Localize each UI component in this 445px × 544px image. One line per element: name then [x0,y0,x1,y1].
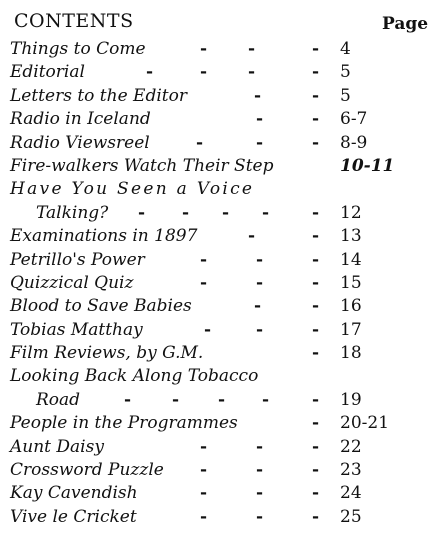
page-column-label: Page [382,14,429,34]
contents-title: CONTENTS [14,10,134,32]
contents-row: Blood to Save Babies - - 16 [10,296,362,317]
entry-title: Road [36,389,81,410]
entry-page: 14 [340,249,362,270]
contents-row: Petrillo's Power - - - 14 [10,249,362,270]
contents-row: Things to Come - - - 4 [10,39,351,59]
entry-title: Things to Come [10,39,146,59]
entry-title: Film Reviews, by G.M. [10,343,204,364]
entry-page: 19 [340,389,362,410]
contents-row: Radio in Iceland - - 6-7 [10,109,368,130]
contents-row: Film Reviews, by G.M. - 18 [10,343,362,364]
entry-page: 4 [340,39,351,59]
entry-title: Blood to Save Babies [10,296,192,317]
entry-page: 24 [340,483,362,504]
contents-row [0,155,445,178]
contents-row: Aunt Daisy - - - 22 [10,436,362,457]
entry-title: Petrillo's Power [10,249,145,270]
entry-title: Letters to the Editor [10,85,187,106]
entry-title: Aunt Daisy [10,436,104,457]
contents-row: Vive le Cricket - - - 25 [10,506,362,527]
entry-page: 20-21 [340,413,390,434]
contents-row: People in the Programmes - 20-21 [10,413,390,434]
contents-row: Talking? - - - - - 12 [36,202,362,223]
entry-page: 8-9 [340,132,368,153]
entry-title: Tobias Matthay [10,319,143,340]
entry-page: 16 [340,296,362,317]
entry-title: Editorial [10,62,85,83]
contents-row [0,178,445,201]
entry-title: Fire-walkers Watch Their Step [10,155,274,176]
entry-page: 25 [340,506,362,527]
entry-title: Vive le Cricket [10,506,137,527]
contents-list [0,38,445,529]
contents-row: Road - - - - - 19 [36,389,362,410]
contents-row: Kay Cavendish - - - 24 [10,483,362,504]
entry-page: 15 [340,272,362,293]
entry-title: Radio Viewsreel [10,132,150,153]
entry-page: 12 [340,202,362,223]
contents-row: Tobias Matthay - - - 17 [10,319,362,340]
contents-row: Editorial - - - - 5 [10,62,351,83]
contents-row: Radio Viewsreel - - - 8-9 [10,132,368,153]
entry-page: 17 [340,319,362,340]
entry-title: Crossword Puzzle [10,460,164,481]
entry-title: Examinations in 1897 [10,226,198,247]
entry-title: Talking? [36,202,109,223]
entry-title: Have You Seen a Voice [10,179,255,200]
entry-page: 5 [340,62,351,83]
entry-page: 23 [340,460,362,481]
contents-heading [0,6,445,36]
entry-page: 18 [340,343,362,364]
entry-title: Radio in Iceland [10,109,151,130]
entry-title: People in the Programmes [10,413,238,434]
entry-title: Looking Back Along Tobacco [10,366,259,387]
contents-row [0,365,445,388]
contents-row: Examinations in 1897 - - 13 [10,226,362,247]
contents-row: Quizzical Quiz - - - 15 [10,272,362,293]
entry-title: Quizzical Quiz [10,272,134,293]
entry-title: Kay Cavendish [10,483,138,504]
entry-page: 6-7 [340,109,368,130]
contents-row: Letters to the Editor - - 5 [10,85,351,106]
entry-page: 22 [340,436,362,457]
entry-page: 13 [340,226,362,247]
entry-page: 5 [340,85,351,106]
contents-row: Crossword Puzzle - - - 23 [10,460,362,481]
entry-page: 10-11 [340,155,395,176]
